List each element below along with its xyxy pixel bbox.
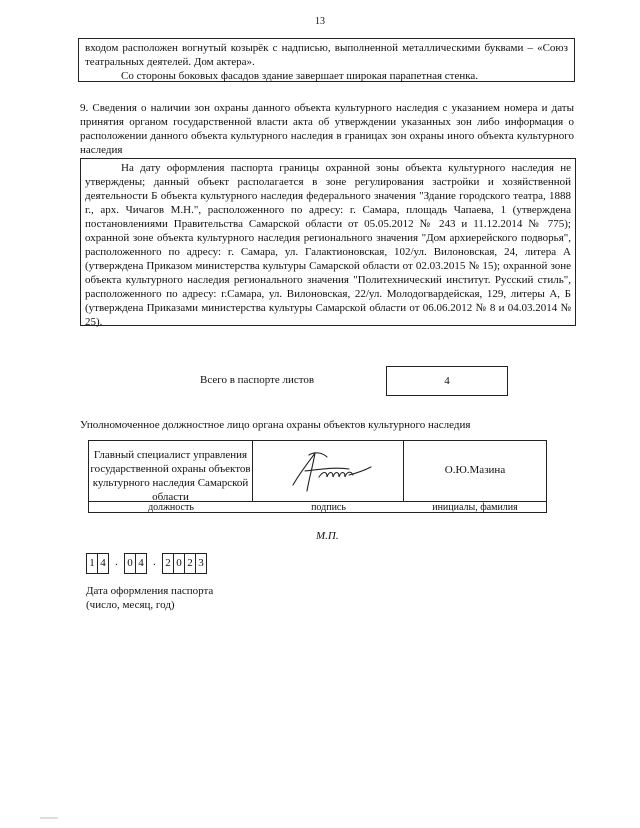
- date-digit-box: 4: [135, 553, 147, 574]
- caption-signature: подпись: [311, 502, 346, 513]
- total-sheets-value: 4: [386, 366, 508, 396]
- date-digit-box: 4: [97, 553, 109, 574]
- section9-heading: 9. Сведения о наличии зон охраны данного объекта культурного наследия с указанием номера и даты принятия органом государственной власти акта об утверждении указанных зон либо информация о расположении данного объекта культурного наследия в границах зон охраны иного объекта культурного наследия: [80, 102, 574, 156]
- caption-name: инициалы, фамилия: [432, 502, 518, 513]
- facade-text-line2: Со стороны боковых фасадов здание завершает широкая парапетная стенка.: [121, 70, 479, 82]
- date-digit-box: 0: [173, 553, 185, 574]
- signature-cell: [253, 441, 404, 501]
- date-digit-box: 2: [184, 553, 196, 574]
- scan-artifact: [40, 817, 58, 819]
- total-sheets-label: Всего в паспорте листов: [200, 374, 315, 386]
- protection-zones-text: На дату оформления паспорта границы охранной зоны объекта культурного наследия не утверждены; данный объект располагается в зоне регулирования застройки и хозяйственной деятельности Б объекта культурного наследия федерального значения "Здание городского театра, 1888 г., арх. Чичагов М.Н.", расположенного по адресу: г. Самара, площадь Чапаева, 1 (утверждена постановлениями Правительства Самарской области от 05.05.2012 № 243 и 11.12.2014 № 775); охранной зоне объекта культурного наследия регионального значения "Дом архиерейского подворья", расположенного по адресу: г. Самара, ул. Галактионовская, 102/ул. Вилоновская, 24, литера А (утверждена Приказом министерства культуры Самарской области от 02.03.2015 № 15); охранной зоне объекта культурного наследия регионального значения "Политехнический институт. Русский стиль", расположенного по адресу: г.Самара, ул. Вилоновская, 22/ул. Молодогвардейская, 129, литеры А, Б (утверждена Приказами министерства культуры Самарской области от 06.06.2012 № 8 и 04.03.2014 № 25).: [85, 162, 571, 328]
- date-digit-box: 3: [195, 553, 207, 574]
- handwritten-signature: [253, 441, 404, 501]
- page-number: 13: [315, 16, 325, 27]
- protection-zones-box: [80, 158, 576, 326]
- facade-text-line1: входом расположен вогнутый козырёк с надписью, выполненной металлическими буквами – «Союз театральных деятелей. Дом актера».: [85, 42, 568, 68]
- authorized-official-label: Уполномоченное должностное лицо органа охраны объектов культурного наследия: [80, 419, 471, 431]
- date-digit-box: 2: [162, 553, 174, 574]
- issue-date-hint: (число, месяц, год): [86, 599, 175, 611]
- facade-description-box: [78, 38, 575, 82]
- signature-table: [88, 440, 547, 513]
- date-separator: .: [153, 556, 156, 568]
- issue-date-label: Дата оформления паспорта: [86, 585, 214, 597]
- signature-table-captions: [89, 501, 546, 513]
- date-separator: .: [115, 556, 118, 568]
- date-digit-box: 1: [86, 553, 98, 574]
- caption-position: должность: [148, 502, 194, 513]
- official-name: О.Ю.Мазина: [444, 464, 506, 476]
- stamp-mark: М.П.: [316, 530, 339, 542]
- official-position: Главный специалист управления государственной охраны объектов культурного наследия Самарской области: [89, 441, 253, 501]
- date-digit-box: 0: [124, 553, 136, 574]
